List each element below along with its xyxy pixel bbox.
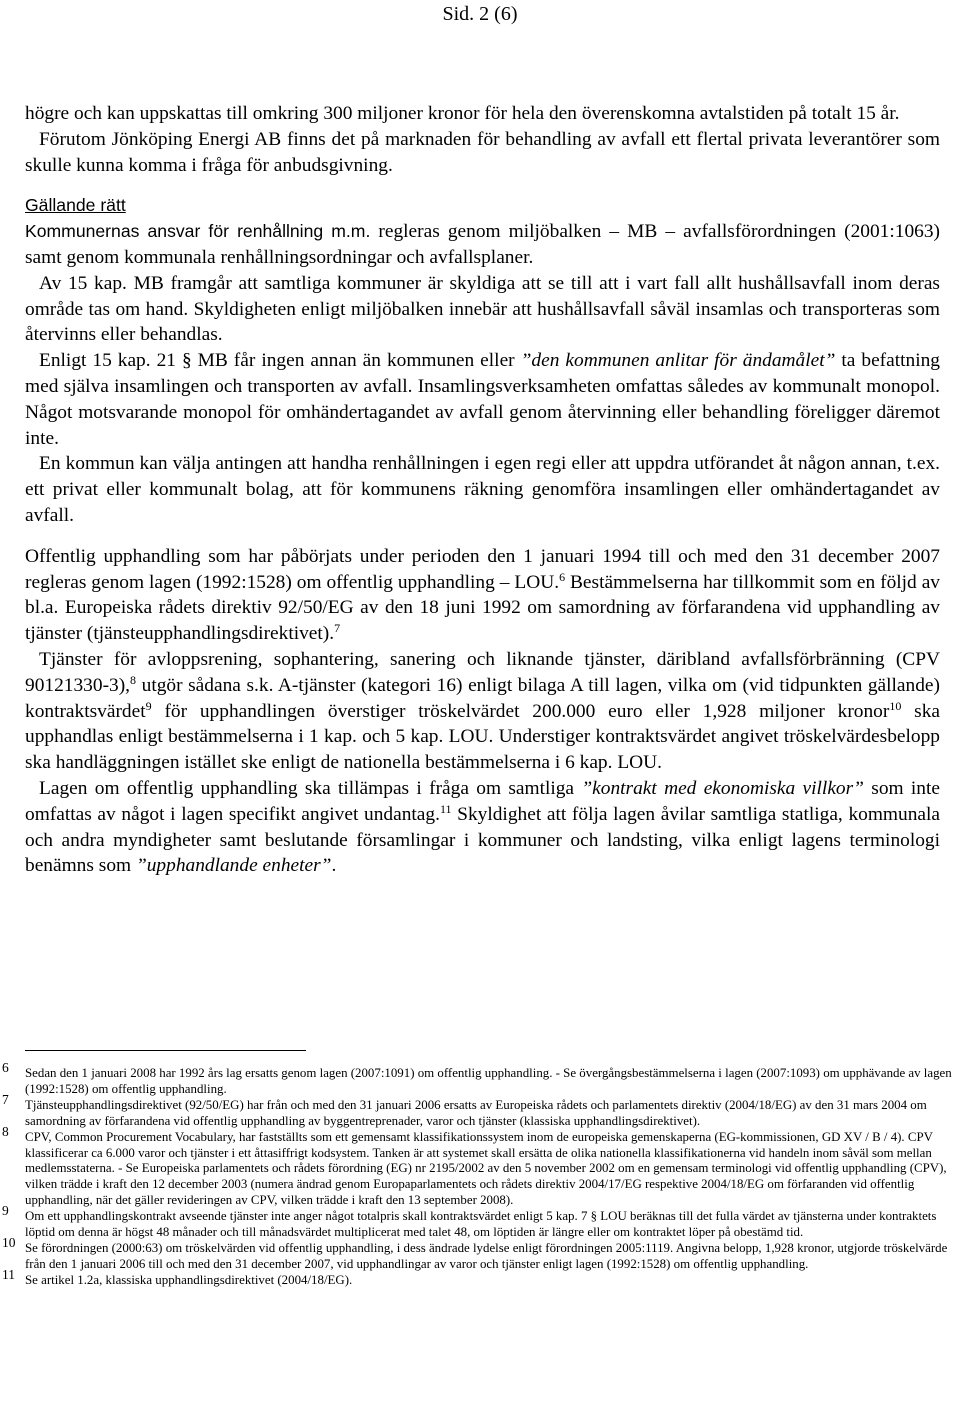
paragraph-9-quote-2: ”upphandlande enheter” <box>135 855 332 877</box>
footnote-text: Sedan den 1 januari 2008 har 1992 års lag ersatts genom lagen (2007:1091) om offentlig upphandling. - Se övergångsbestämmelserna i lagen (2007:1093) om upphävande av lagen (1992:1528) om offentlig upphandling. <box>25 1066 952 1096</box>
footnote-ref-9[interactable]: 9 <box>145 698 152 713</box>
paragraph-5-lead: Enligt 15 kap. <box>39 350 151 372</box>
paragraph-3-text: regleras genom miljöbalken – MB – avfallsförordningen (2001:1063) samt genom kommunala renhållningsordningar och avfallsplaner. <box>25 221 940 268</box>
paragraph-5-quote: ”den kommunen anlitar för ändamålet” <box>520 350 836 372</box>
footnote-text: Tjänsteupphandlingsdirektivet (92/50/EG) har från och med den 31 januari 2006 ersatts av Europeiska rådets och parlamentets direktiv (2004/18/EG) av den 31 mars 2004 om samordning av förfarandena vid offentlig upphandling av byggentreprenader, varor och tjänster (klassiska upphandlingsdirektivet). <box>25 1097 927 1128</box>
footnote-10 <box>0 1234 960 1273</box>
paragraph-8-text-b: utgör sådana s.k. A-tjänster (kategori 16) enligt bilaga A till lagen, vilka om (vid tidpunkten gällande) kontraktsvärdet <box>25 674 940 722</box>
paragraph-9-text-c: Skyldighet att följa lagen åvilar samtliga statliga, kommunala och andra myndigheter samt beslutande församlingar i kommuner och landsting, vilka enligt lagens terminologi benämns som <box>25 803 940 877</box>
footnote-ref-8[interactable]: 8 <box>130 672 137 687</box>
footnote-ref-11[interactable]: 11 <box>439 801 452 816</box>
paragraph-3-lead: Kommunernas ansvar för renhållning m.m. <box>25 221 371 242</box>
paragraph-5-text-b: ta befattning med själva insamlingen och transporten av avfall. Insamlingsverksamheten omfattas således av kommunalt monopol. Något motsvarande monopol för omhändertagandet av avfall genom återvinning eller behandling föreligger däremot inte. <box>25 350 940 449</box>
paragraph-4 <box>25 271 940 348</box>
paragraph-7 <box>25 544 940 647</box>
footnotes <box>0 1060 960 1289</box>
footnote-8 <box>0 1123 960 1210</box>
footnote-number: 11 <box>2 1266 15 1282</box>
paragraph-9-text-b: som inte omfattas av något i lagen specifikt angivet undantag. <box>25 777 940 825</box>
paragraph-2: Förutom Jönköping Energi AB finns det på marknaden för behandling av avfall ett flertal privata leverantörer som skulle kunna komma i fråga för anbudsgivning. <box>25 128 940 176</box>
footnote-9 <box>0 1203 960 1241</box>
main-text <box>25 101 940 879</box>
page-number: Sid. 2 (6) <box>442 3 518 25</box>
paragraph-1: högre och kan uppskattas till omkring 300 miljoner kronor för hela den överenskomna avtalstiden på totalt 15 år. <box>25 103 900 124</box>
footnote-6 <box>0 1060 960 1098</box>
paragraph-5-text-a: 21 § MB får ingen annan än kommunen eller <box>150 350 521 372</box>
paragraph-8-text-d: ska upphandlas enligt bestämmelserna i 1 kap. och 5 kap. LOU. Understiger kontraktsvärdet angivet tröskelvärdesbelopp ska handläggningen istället ske enligt de nationella bestämmelserna i 6 kap. LOU. <box>25 700 940 774</box>
footnote-ref-6[interactable]: 6 <box>559 569 566 584</box>
paragraph-9-text-a: Lagen om offentlig upphandling ska tillämpas i fråga om samtliga <box>39 777 582 799</box>
footnote-number: 10 <box>2 1234 16 1250</box>
paragraph-8-text-c: för upphandlingen överstiger tröskelvärdet 200.000 euro eller 1,928 miljoner kronor <box>151 700 890 722</box>
footnote-11 <box>0 1266 960 1289</box>
paragraph-9-quote-1: ”kontrakt med ekonomiska villkor” <box>581 777 864 799</box>
footnote-text: Om ett upphandlingskontrakt avseende tjänster inte anger något totalpris skall kontraktsvärdet enligt 5 kap. 7 § LOU beräknas till det fulla värdet av tjänsterna under kontraktets löptid om denna är högst 48 månader och till månadsvärdet multiplicerat med talet 48, om löptiden är längre eller om kontraktet löper på obestämd tid. <box>25 1209 937 1240</box>
heading-text: Gällande rätt <box>25 195 126 216</box>
footnote-text: CPV, Common Procurement Vocabulary, har fastställts som ett gemensamt klassifikationssystem inom de europeiska gemenskaperna (EG-kommissionen, GD XV / B / 4). CPV klassificerar ca 6.000 varor och tjänster i ett åttasiffrigt kodsystem. Tanken är att systemet skall ersätta de olika nationella klassifikationerna vid handeln inom såväl som mellan medlemsstaterna. - Se Europeiska parlamentets och rådets förordning (EG) nr 2195/2002 av den 5 november 2002 om en gemensam terminologi vid offentlig upphandling (CPV), vilken trädde i kraft den 12 december 2003 (numera ändrad genom Europaparlamentets och rådets direktiv 2004/17/EG respektive 2004/18/EG om förfaranden vid offentlig upphandling, när det gäller revideringen av CPV, vilken trädde i kraft den 13 september 2008). <box>25 1129 947 1208</box>
footnote-number: 6 <box>2 1060 9 1075</box>
footnote-text: Se förordningen (2000:63) om tröskelvärden vid offentlig upphandling, i dess ändrade lydelse enligt förordningen 2005:1119. Angivna belopp, 1,928 kronor, utgjorde tröskelvärde från den 1 januari 2006 till och med den 31 december 2007, vid upphandlingar av varor och tjänster enligt lagen (1992:1528) om offentlig upphandling. <box>25 1240 948 1271</box>
paragraph-7-text-b: Bestämmelserna har tillkommit som en följd av bl.a. Europeiska rådets direktiv 92/50/EG av den 18 juni 1992 om samordning av förfarandena vid upphandling av tjänster (tjänsteupphandlingsdirektivet). <box>25 571 940 645</box>
paragraph-4-lead: Av 15 kap. <box>39 272 127 294</box>
paragraph-8 <box>25 647 940 776</box>
footnote-number: 7 <box>2 1091 9 1107</box>
paragraph-6: En kommun kan välja antingen att handha renhållningen i egen regi eller att uppdra utförandet åt någon annan, t.ex. ett privat eller kommunalt bolag, att för kommunens räkning genomföra insamlingen eller omhändertagandet av avfall. <box>25 453 940 526</box>
paragraph-4-text: MB framgår att samtliga kommuner är skyldiga att se till att i vart fall allt hushållsavfall inom deras område tas om hand. Skyldigheten enligt miljöbalken innebär att hushållsavfall såväl insamlas och transporteras som återvinns eller behandlas. <box>25 272 940 346</box>
footnote-text: Se artikel 1.2a, klassiska upphandlingsdirektivet (2004/18/EG). <box>25 1272 353 1287</box>
paragraph-9-end: . <box>331 855 337 877</box>
section-heading <box>25 193 940 219</box>
paragraph-5 <box>25 348 940 451</box>
footnote-separator <box>25 1050 306 1051</box>
paragraph-8-text-a: Tjänster för avloppsrening, sophantering, sanering och liknande tjänster, däribland avfallsförbränning (CPV 90121330-3), <box>25 648 940 696</box>
paragraph-7-text-a: Offentlig upphandling som har påbörjats under perioden den 1 januari 1994 till och med den 31 december 2007 regleras genom lagen (1992:1528) om offentlig upphandling – LOU. <box>25 545 940 593</box>
paragraph-9 <box>25 776 940 879</box>
footnote-ref-10[interactable]: 10 <box>889 698 902 713</box>
footnote-ref-7[interactable]: 7 <box>334 621 341 636</box>
footnote-number: 8 <box>2 1123 9 1139</box>
footnote-number: 9 <box>2 1203 9 1219</box>
footnote-7 <box>0 1091 960 1130</box>
paragraph-3 <box>25 219 940 271</box>
